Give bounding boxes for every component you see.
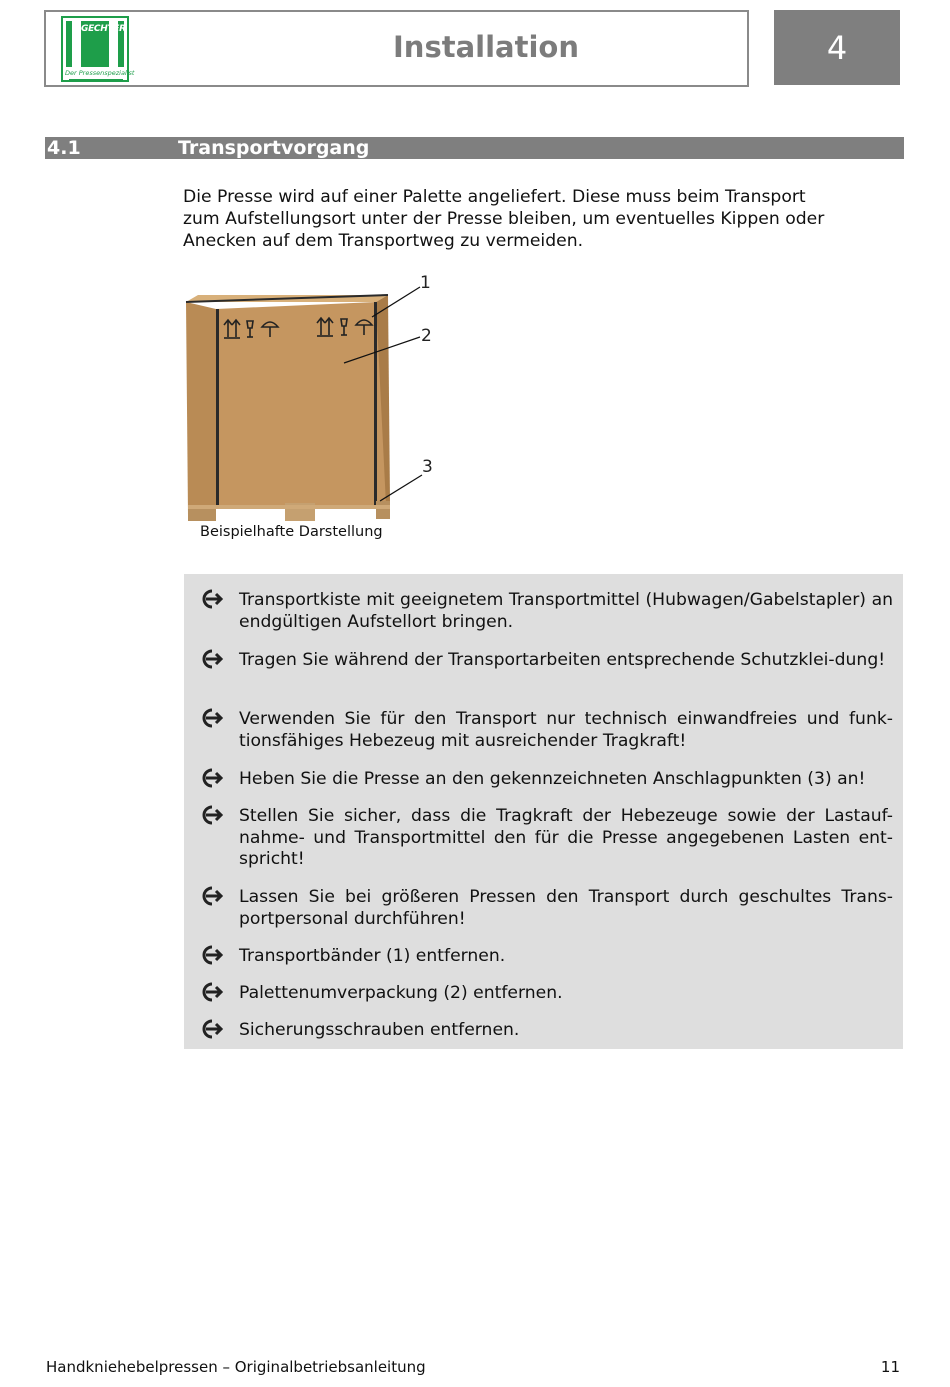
pallet-deck [188, 505, 390, 509]
footer-document-title: Handkniehebelpressen – Originalbetriebsanleitung [46, 1358, 426, 1376]
chapter-number-box [774, 10, 900, 85]
header-frame [44, 10, 749, 87]
chapter-number: 4 [826, 28, 848, 67]
arrow-right-circle-icon [200, 944, 224, 966]
instruction-text: Heben Sie die Presse an den gekennzeichneten Anschlagpunkten (3) an! [239, 769, 866, 789]
arrow-right-circle-icon [200, 648, 224, 670]
transport-band-right [374, 302, 377, 505]
section-number: 4.1 [47, 137, 81, 159]
section-title: Transportvorgang [178, 137, 370, 159]
arrow-right-circle-icon [200, 767, 224, 789]
arrow-right-circle-icon [200, 1018, 224, 1040]
instruction-text: Transportbänder (1) entfernen. [239, 946, 506, 966]
instruction-text: Tragen Sie während der Transportarbeiten entsprechende Schutzklei-dung! [239, 650, 886, 670]
logo-brand-text: GECHTER [81, 24, 126, 34]
intro-paragraph: Die Presse wird auf einer Palette angeliefert. Diese muss beim Transport zum Aufstellungsort unter der Presse bleiben, um eventuelles Kippen oder Anecken auf dem Transportweg zu vermeiden. [183, 187, 825, 251]
figure-caption: Beispielhafte Darstellung [200, 524, 383, 540]
arrow-right-circle-icon [200, 981, 224, 1003]
crate-front [216, 302, 386, 507]
page-title: Installation [393, 30, 579, 64]
crate-drawing [180, 265, 450, 525]
instruction-text: Sicherungsschrauben entfernen. [239, 1020, 520, 1040]
instruction-text: Stellen Sie sicher, dass die Tragkraft der Hebezeuge sowie der Lastauf-nahme- und Transportmittel den für die Presse angegebenen Lasten ent-spricht! [239, 806, 893, 869]
callout-label-2: 2 [421, 326, 432, 346]
callout-label-3: 3 [422, 457, 433, 477]
arrow-right-circle-icon [200, 885, 224, 907]
arrow-right-circle-icon [200, 588, 224, 610]
callout-label-1: 1 [420, 273, 431, 293]
company-logo [61, 16, 135, 82]
transport-band-left [216, 309, 219, 507]
arrow-right-circle-icon [200, 707, 224, 729]
instruction-text: Transportkiste mit geeignetem Transportmittel (Hubwagen/Gabelstapler) an endgültigen Aufstellort bringen. [239, 590, 893, 632]
instruction-text: Verwenden Sie für den Transport nur technisch einwandfreies und funk-tionsfähiges Hebezeug mit ausreichender Tragkraft! [239, 709, 893, 751]
arrow-right-circle-icon [200, 804, 224, 826]
instruction-box [184, 574, 903, 1049]
logo-tagline: Der Pressenspezialist [65, 69, 135, 77]
instruction-text: Lassen Sie bei größeren Pressen den Transport durch geschultes Trans-portpersonal durchführen! [239, 887, 893, 929]
instruction-text: Palettenumverpackung (2) entfernen. [239, 983, 563, 1003]
footer-page-number: 11 [880, 1358, 900, 1376]
pallet-foot-left [188, 507, 216, 521]
crate-left-side [186, 302, 216, 520]
section-heading [45, 137, 904, 159]
logo-bar-left [66, 21, 72, 67]
pallet-foot-right [376, 501, 390, 519]
crate-illustration [180, 265, 450, 525]
logo-underline [69, 79, 123, 80]
